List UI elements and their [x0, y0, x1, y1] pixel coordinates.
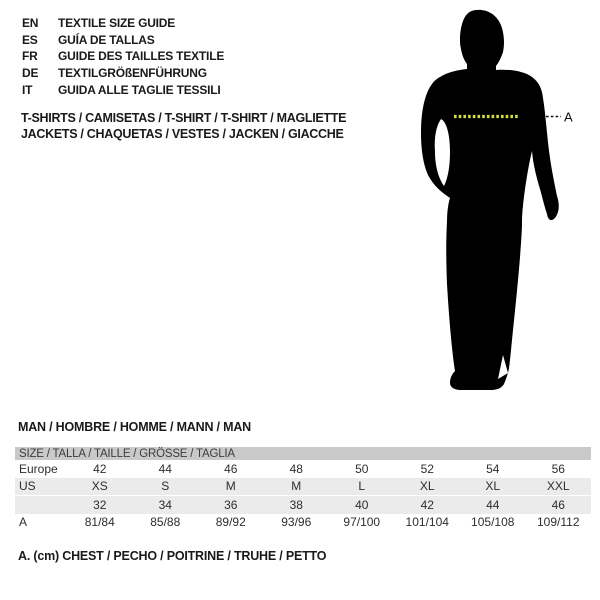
- size-value: 44: [158, 461, 172, 476]
- size-value: 48: [289, 461, 303, 476]
- size-value: 38: [289, 497, 303, 512]
- size-value: 50: [355, 461, 369, 476]
- size-table-header: SIZE / TALLA / TAILLE / GRÖSSE / TAGLIA: [15, 447, 591, 460]
- language-label: TEXTILE SIZE GUIDE: [58, 16, 176, 31]
- section-title-man: MAN / HOMBRE / HOMME / MANN / MAN: [18, 420, 251, 434]
- table-row-uk: [15, 495, 591, 514]
- language-label: GUIDE DES TAILLES TEXTILE: [58, 49, 225, 64]
- size-table: [15, 447, 591, 531]
- language-row-fr: [22, 48, 224, 65]
- size-value: 85/88: [150, 515, 181, 530]
- size-value: L: [358, 479, 366, 494]
- category-list: [21, 110, 346, 142]
- language-row-de: [22, 65, 224, 82]
- language-label: GUÍA DE TALLAS: [58, 32, 155, 47]
- size-value: M: [225, 479, 236, 494]
- size-value: 89/92: [215, 515, 246, 530]
- size-value: XL: [485, 479, 501, 494]
- language-row-en: [22, 15, 224, 32]
- language-label: GUIDA ALLE TAGLIE TESSILI: [58, 82, 221, 97]
- language-code: IT: [22, 82, 33, 97]
- category-tshirts: T-SHIRTS / CAMISETAS / T-SHIRT / T-SHIRT / MAGLIETTE: [21, 111, 347, 126]
- size-value: 81/84: [84, 515, 115, 530]
- size-value: 40: [355, 497, 369, 512]
- size-value: 32: [93, 497, 107, 512]
- size-value: 46: [551, 497, 565, 512]
- size-value: 109/112: [537, 515, 580, 530]
- size-value: 42: [93, 461, 107, 476]
- language-code: ES: [22, 32, 38, 47]
- row-label: US: [19, 479, 36, 494]
- size-value: 52: [420, 461, 434, 476]
- size-value: 44: [486, 497, 500, 512]
- size-value: 56: [551, 461, 565, 476]
- category-jackets: JACKETS / CHAQUETAS / VESTES / JACKEN / GIACCHE: [21, 127, 344, 142]
- size-value: 101/104: [405, 515, 449, 530]
- table-row-europe: [15, 460, 591, 478]
- measure-a-label: A: [564, 109, 573, 125]
- language-row-it: [22, 81, 224, 98]
- language-code: EN: [22, 16, 39, 31]
- row-label: Europe: [19, 461, 58, 476]
- man-silhouette-figure: [405, 0, 600, 400]
- size-value: S: [161, 479, 170, 494]
- size-value: 93/96: [281, 515, 312, 530]
- language-label: TEXTILGRÖßENFÜHRUNG: [58, 66, 207, 81]
- row-label: A: [19, 515, 28, 530]
- size-value: XXL: [546, 479, 570, 494]
- size-value: XL: [419, 479, 435, 494]
- language-code: FR: [22, 49, 38, 64]
- language-list: [22, 15, 224, 98]
- table-row-chest-a: [15, 514, 591, 532]
- size-value: M: [291, 479, 302, 494]
- size-value: 105/108: [471, 515, 515, 530]
- size-value: XS: [91, 479, 108, 494]
- table-row-us: [15, 478, 591, 496]
- language-row-es: [22, 32, 224, 49]
- size-value: 46: [224, 461, 238, 476]
- language-code: DE: [22, 66, 39, 81]
- size-value: 54: [486, 461, 500, 476]
- size-value: 97/100: [343, 515, 381, 530]
- measurement-footnote: A. (cm) CHEST / PECHO / POITRINE / TRUHE / PETTO: [18, 549, 327, 563]
- size-value: 34: [158, 497, 172, 512]
- man-silhouette: [421, 10, 559, 390]
- size-value: 36: [224, 497, 238, 512]
- size-value: 42: [420, 497, 434, 512]
